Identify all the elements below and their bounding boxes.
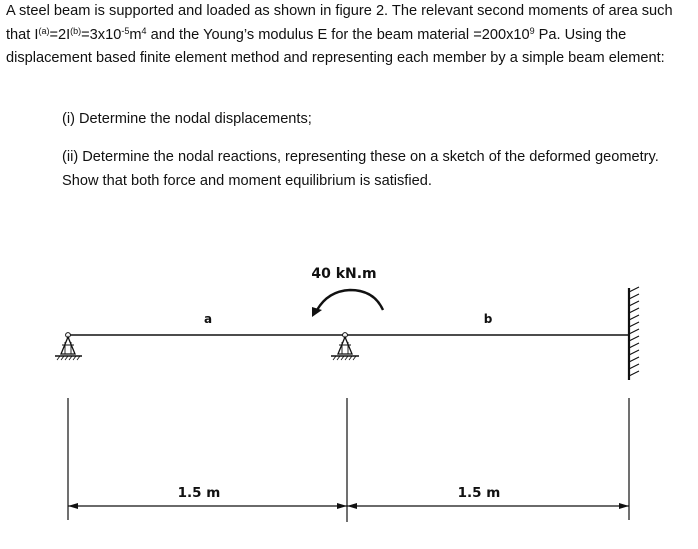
dim-arrow-middle-left	[337, 503, 347, 509]
task-i: (i) Determine the nodal displacements;	[62, 111, 312, 127]
superscript-unit-power: 4	[141, 25, 147, 36]
problem-value: =3x10	[81, 26, 122, 43]
member-a-label: a	[203, 312, 213, 326]
right-fixed-support	[629, 287, 639, 380]
dim-right-label: 1.5 m	[457, 485, 501, 501]
problem-intro: A steel beam is supported and loaded as shown in figure 2. The relevant second moments of area such that I	[6, 3, 673, 43]
left-pin-support	[55, 333, 82, 360]
superscript-a: (a)	[38, 25, 50, 36]
problem-rest: Pa. Using the displacement based finite element method and representing each member by a simple beam element:	[6, 26, 665, 66]
middle-pin-support	[331, 333, 359, 360]
superscript-b: (b)	[70, 25, 82, 36]
problem-statement	[6, 0, 694, 71]
problem-eq: =2I	[49, 26, 71, 43]
problem-unit: m	[129, 26, 142, 43]
beam-diagram	[0, 230, 698, 549]
beam-figure	[0, 230, 698, 549]
superscript-9: 9	[529, 25, 535, 36]
problem-modulus: and the Young’s modulus E for the beam material =200x10	[146, 26, 530, 43]
dim-left-label: 1.5 m	[177, 485, 221, 501]
member-b-label: b	[483, 312, 493, 326]
superscript-exponent: -5	[121, 25, 130, 36]
task-ii: (ii) Determine the nodal reactions, representing these on a sketch of the deformed geometry. Show that both force and moment equilibrium is satisfied.	[62, 149, 659, 189]
dim-arrow-middle-right	[347, 503, 357, 509]
moment-arrow	[312, 290, 383, 317]
moment-label: 40 kN.m	[311, 266, 377, 282]
dim-arrow-left	[68, 503, 78, 509]
dim-arrow-right	[619, 503, 629, 509]
